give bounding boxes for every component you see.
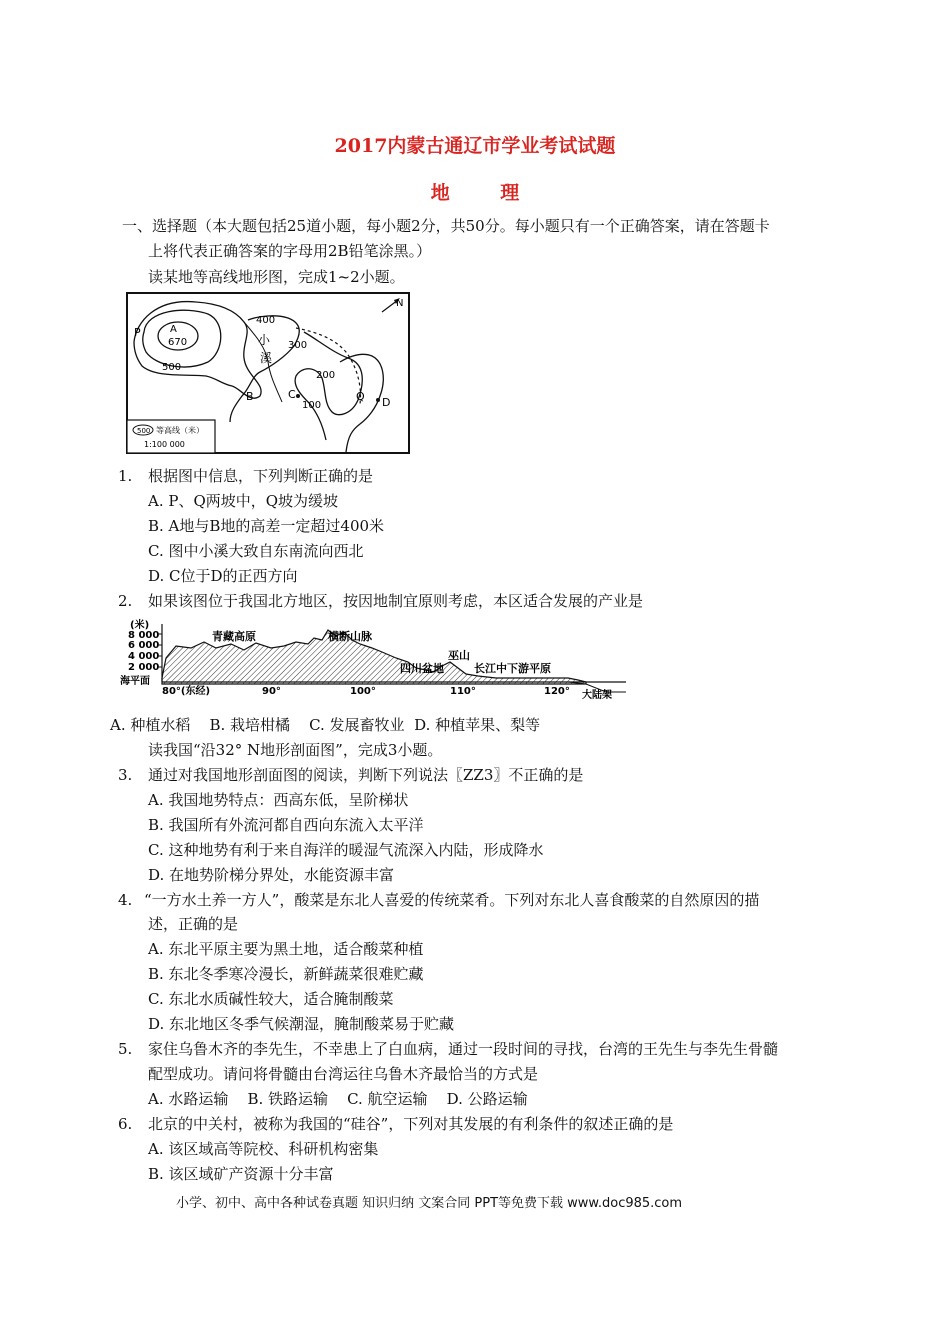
section-intro-line-2: 上将代表正确答案的字母用2B铅笔涂黑。）: [148, 242, 432, 260]
map-intro: 读某地等高线地形图，完成1~2小题。: [148, 268, 405, 286]
contour-300-label: 300: [288, 340, 308, 351]
x-tick-80: 80°(东经): [162, 686, 211, 697]
y-tick-6000: 6 000: [128, 640, 160, 651]
q3-intro: 读我国“沿32° N地形剖面图”，完成3小题。: [148, 741, 443, 759]
sea-level-label: 海平面: [120, 676, 150, 687]
footer-text: 小学、初中、高中各种试卷真题 知识归纳 文案合同 PPT等免费下载 www.doc985.com: [176, 1196, 683, 1211]
q1-stem: 根据图中信息，下列判断正确的是: [148, 467, 374, 485]
contour-400-label: 400: [256, 315, 276, 326]
label-qingzang: 青藏高原: [212, 630, 256, 643]
q1-option-a: A. P、Q两坡中，Q坡为缓坡: [148, 492, 339, 510]
point-q-label: Q: [356, 390, 365, 403]
q4-option-d: D. 东北地区冬季气候潮湿，腌制酸菜易于贮藏: [148, 1015, 455, 1033]
q4-number: 4.: [118, 891, 133, 909]
subject-title: 地 理: [430, 182, 542, 204]
contour-100-label: 100: [302, 400, 322, 411]
q5-stem-line-2: 配型成功。请问将骨髓由台湾运往乌鲁木齐最恰当的方式是: [148, 1065, 539, 1083]
label-shelf: 大陆架: [582, 690, 612, 701]
q2-stem: 如果该图位于我国北方地区，按因地制宜原则考虑，本区适合发展的产业是: [148, 592, 644, 610]
q3-option-a: A. 我国地势特点：西高东低，呈阶梯状: [148, 791, 409, 809]
map-scale: 1:100 000: [144, 440, 185, 449]
point-p-label: P: [134, 326, 141, 339]
section-intro-line-1: 一、选择题（本大题包括25道小题，每小题2分，共50分。每小题只有一个正确答案，请在答题卡: [122, 217, 770, 235]
x-tick-110: 110°: [450, 686, 476, 697]
stream-label-2: 溪: [260, 351, 273, 365]
stream-label-1: 小: [258, 333, 271, 347]
y-tick-2000: 2 000: [128, 662, 160, 673]
north-label: N: [396, 298, 404, 309]
q5-stem-line-1: 家住乌鲁木齐的李先生，不幸患上了白血病，通过一段时间的寻找，台湾的王先生与李先生骨髓: [148, 1040, 779, 1058]
terrain-profile: [116, 618, 628, 702]
q2-number: 2.: [118, 592, 133, 610]
q3-option-c: C. 这种地势有利于来自海洋的暖湿气流深入内陆，形成降水: [148, 841, 544, 859]
label-wushan: 巫山: [448, 649, 470, 662]
q4-stem-line-1: “一方水土养一方人”，酸菜是东北人喜爱的传统菜肴。下列对东北人喜食酸菜的自然原因的描: [144, 891, 760, 909]
q6-option-b: B. 该区域矿产资源十分丰富: [148, 1165, 334, 1183]
point-c-label: C: [288, 388, 296, 401]
point-a-elevation: 670: [168, 337, 188, 348]
contour-map: [126, 292, 410, 454]
q4-option-b: B. 东北冬季寒冷漫长，新鲜蔬菜很难贮藏: [148, 965, 424, 983]
q1-option-c: C. 图中小溪大致自东南流向西北: [148, 542, 364, 560]
point-b-label: B: [246, 390, 254, 403]
legend-value: 500: [137, 427, 151, 435]
q6-stem: 北京的中关村，被称为我国的“硅谷”，下列对其发展的有利条件的叙述正确的是: [148, 1115, 674, 1133]
contour-500-label: 500: [162, 362, 182, 373]
x-tick-100: 100°: [350, 686, 376, 697]
q1-option-b: B. A地与B地的高差一定超过400米: [148, 517, 385, 535]
q5-options: A. 水路运输 B. 铁路运输 C. 航空运输 D. 公路运输: [148, 1090, 528, 1108]
y-tick-4000: 4 000: [128, 651, 160, 662]
q3-option-d: D. 在地势阶梯分界处，水能资源丰富: [148, 866, 395, 884]
document-title: 2017内蒙古通辽市学业考试试题: [334, 135, 616, 157]
q6-option-a: A. 该区域高等院校、科研机构密集: [148, 1140, 379, 1158]
q4-option-c: C. 东北水质碱性较大，适合腌制酸菜: [148, 990, 394, 1008]
label-hengduan: 横断山脉: [328, 630, 372, 643]
q2-options: A. 种植水稻 B. 栽培柑橘 C. 发展畜牧业 D. 种植苹果、梨等: [110, 716, 541, 734]
contour-200-label: 200: [316, 370, 336, 381]
point-a-label: A: [170, 324, 177, 335]
q4-stem-line-2: 述，正确的是: [148, 915, 239, 933]
q3-option-b: B. 我国所有外流河都自西向东流入太平洋: [148, 816, 424, 834]
q4-option-a: A. 东北平原主要为黑土地，适合酸菜种植: [148, 940, 424, 958]
q1-option-d: D. C位于D的正西方向: [148, 567, 298, 585]
x-tick-90: 90°: [262, 686, 281, 697]
q3-stem: 通过对我国地形剖面图的阅读，判断下列说法〖ZZ3〗不正确的是: [148, 766, 584, 784]
y-tick-8000: 8 000: [128, 630, 160, 641]
x-tick-120: 120°: [544, 686, 570, 697]
legend-text: 等高线（米）: [156, 426, 204, 435]
q3-number: 3.: [118, 766, 133, 784]
label-changjiang: 长江中下游平原: [474, 662, 551, 675]
point-d-label: D: [382, 396, 391, 409]
q1-number: 1.: [118, 467, 133, 485]
label-sichuan: 四川盆地: [400, 662, 444, 675]
profile-unit: (米): [130, 620, 150, 631]
q5-number: 5.: [118, 1040, 133, 1058]
q6-number: 6.: [118, 1115, 133, 1133]
